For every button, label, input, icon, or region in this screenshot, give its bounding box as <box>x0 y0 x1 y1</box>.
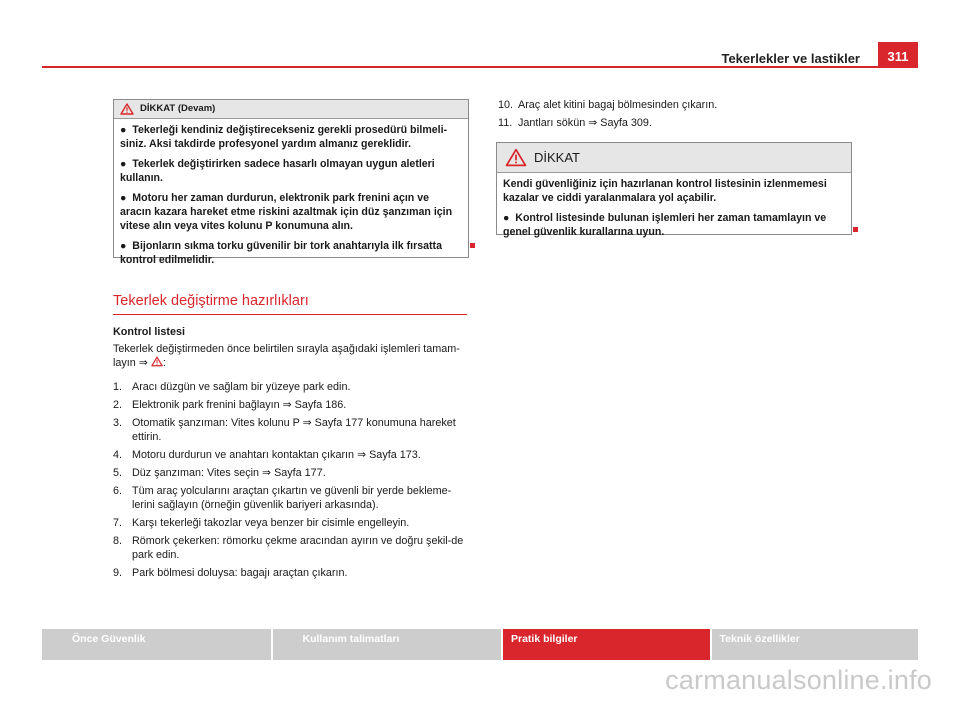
warning-continued-box <box>113 99 469 266</box>
list-item: 7. Karşı tekerleği takozlar veya benzer bir cisimle engelleyin. <box>113 517 410 529</box>
checklist-heading: Kontrol listesi <box>113 326 185 338</box>
list-item: 5. Düz şanzıman: Vites seçin ⇒ Sayfa 177. <box>113 467 326 479</box>
warning-continued-title: DİKKAT (Devam) <box>140 103 216 114</box>
section-title-underline <box>113 314 467 315</box>
checklist-steps-left <box>113 380 469 584</box>
section-end-marker <box>853 227 858 232</box>
warning-item: ● Tekerleği kendiniz değiştirecekseniz gerekli prosedürü bilmeli-siniz. Aksi takdirde profesyonel yardım almanız gereklidir. <box>120 124 448 150</box>
tab-technical-specifications[interactable]: Teknik özellikler <box>712 629 919 660</box>
warning-item: ● Bijonların sıkma torku güvenilir bir tork anahtarıyla ilk fırsatta kontrol edilmelidir. <box>120 240 442 266</box>
watermark: carmanualsonline.info <box>665 665 932 695</box>
running-header-title: Tekerlekler ve lastikler <box>721 51 860 66</box>
list-item: 6. Tüm araç yolcularını araçtan çıkartın ve güvenli bir yerde bekleme-lerini sağlayın (örneğin güvenlik bariyeri arkasında). <box>113 485 452 511</box>
warning-item: ● Motoru her zaman durdurun, elektronik park frenini açın ve aracın kazara hareket etme riskini azaltmak için düz şanzıman için vitese alın veya vites kolunu P konumuna alın. <box>120 192 453 232</box>
warning-reference-icon <box>151 356 163 367</box>
section-end-marker <box>470 243 475 248</box>
page-number: 311 <box>878 42 918 68</box>
tab-operating-instructions[interactable]: Kullanım talimatları <box>273 629 502 660</box>
list-item: 4. Motoru durdurun ve anahtarı kontaktan çıkarın ⇒ Sayfa 173. <box>113 449 421 461</box>
list-item: 8. Römork çekerken: römorku çekme aracından ayırın ve doğru şekil-de park edin. <box>113 535 464 561</box>
warning-item: ● Kontrol listesinde bulunan işlemleri her zaman tamamlayın ve genel güvenlik kurallarına uyun. <box>503 212 827 238</box>
footer-nav <box>42 629 918 660</box>
warning-triangle-icon <box>505 148 527 167</box>
warning-body <box>497 173 851 243</box>
tab-practical-information[interactable]: Pratik bilgiler <box>503 629 710 660</box>
section-title: Tekerlek değiştirme hazırlıkları <box>113 293 309 309</box>
list-item: 2. Elektronik park frenini bağlayın ⇒ Sayfa 186. <box>113 399 347 411</box>
warning-text: Kendi güvenliğiniz için hazırlanan kontrol listesinin izlenmemesi kazalar ve ciddi yaralanmalara yol açabilir. <box>503 178 827 204</box>
warning-continued-body <box>114 119 468 271</box>
tab-safety-first[interactable]: Önce Güvenlik <box>42 629 271 660</box>
warning-title: DİKKAT <box>534 149 580 165</box>
header-divider <box>42 66 918 68</box>
checklist-intro: Tekerlek değiştirmeden önce belirtilen sırayla aşağıdaki işlemleri tamam-layın ⇒ : <box>113 343 460 369</box>
warning-header <box>497 143 851 173</box>
list-item: 10. Araç alet kitini bagaj bölmesinden çıkarın. <box>498 99 718 111</box>
checklist-steps-right <box>498 98 858 134</box>
warning-continued-header <box>114 100 468 119</box>
list-item: 3. Otomatik şanzıman: Vites kolunu P ⇒ Sayfa 177 konumuna hareket ettirin. <box>113 417 456 443</box>
warning-box <box>496 142 852 238</box>
list-item: 9. Park bölmesi doluysa: bagajı araçtan çıkarın. <box>113 567 348 579</box>
warning-triangle-icon <box>120 103 134 115</box>
list-item: 1. Aracı düzgün ve sağlam bir yüzeye park edin. <box>113 381 351 393</box>
warning-item: ● Tekerlek değiştirirken sadece hasarlı olmayan uygun aletleri kullanın. <box>120 158 435 184</box>
list-item: 11. Jantları sökün ⇒ Sayfa 309. <box>498 117 652 129</box>
